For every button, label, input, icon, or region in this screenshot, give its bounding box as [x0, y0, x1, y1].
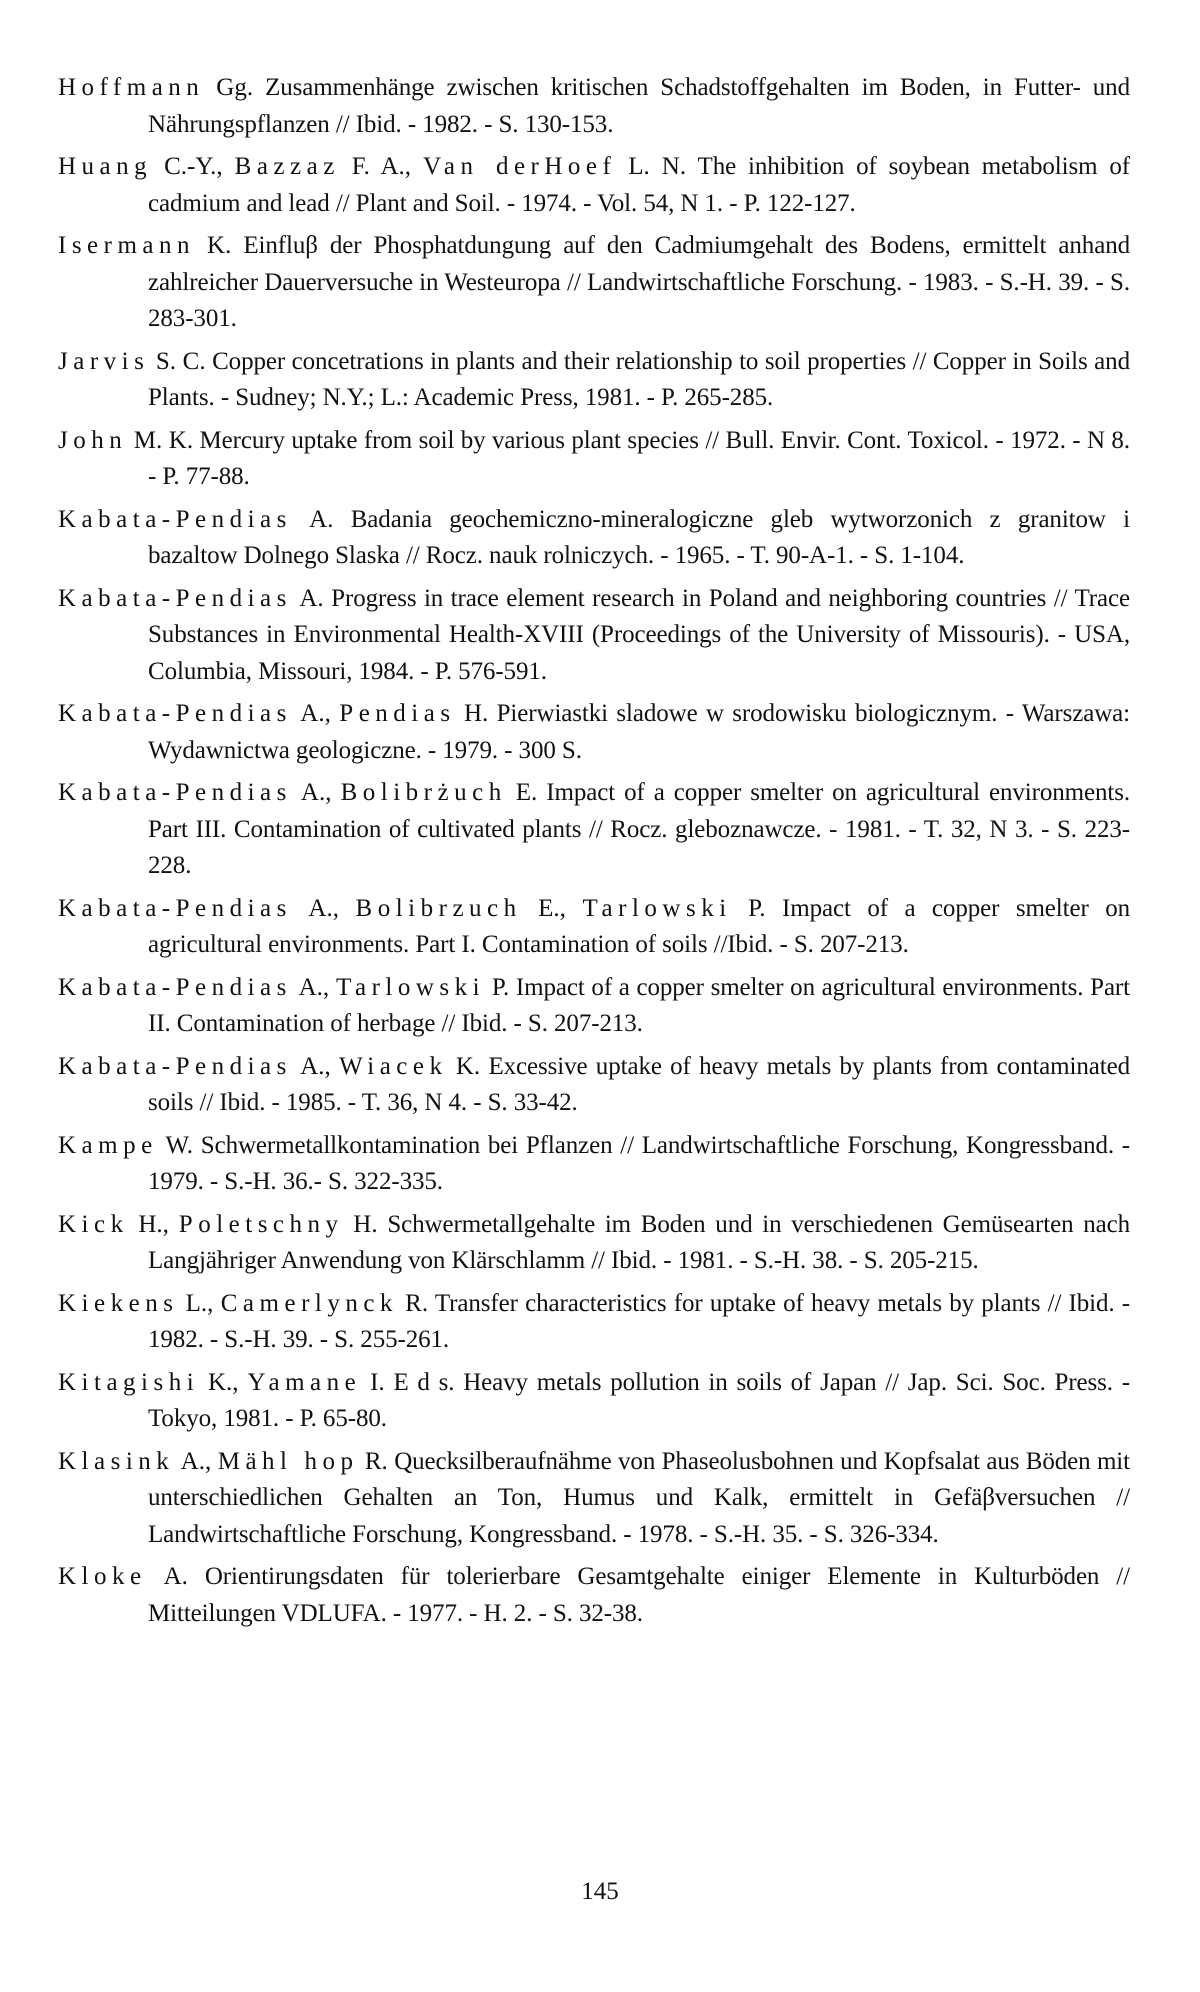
reference-entry: [58, 1286, 1130, 1359]
reference-author: Wiacek: [339, 1052, 448, 1080]
reference-author: Kloke: [58, 1563, 147, 1590]
reference-text: Impact of a copper smelter on agricultural environments. Part I. Contamination of soils //Ibid. - S. 207-213.: [148, 894, 1131, 958]
reference-text: Orientirungsdaten für tolerierbare Gesamtgehalte einiger Elemente in Kulturböden // Mitteilungen VDLUFA. - 1977. - H. 2. - S. 32-38.: [148, 1563, 1130, 1627]
reference-initials: M. K.: [133, 426, 194, 454]
reference-entry: [58, 1128, 1130, 1201]
reference-text: Schwermetallgehalte im Boden und in verschiedenen Gemüsearten nach Langjähriger Anwendung von Klärschlamm // Ibid. - 1981. - S.-H. 38. - S. 205-215.: [148, 1210, 1131, 1274]
reference-entry: [58, 344, 1130, 417]
reference-author: Huang: [58, 153, 153, 180]
reference-entry: [58, 1207, 1130, 1280]
reference-initials: R.: [405, 1289, 429, 1317]
reference-initials: A.,: [300, 1052, 340, 1080]
reference-list: [58, 70, 1130, 1638]
reference-initials: C.-Y.,: [164, 153, 235, 180]
reference-initials: A.,: [180, 1447, 218, 1475]
reference-entry: [58, 502, 1130, 575]
reference-initials: Gg.: [216, 74, 254, 101]
reference-author: Tarlowski: [335, 973, 486, 1001]
reference-author: Mähl hop: [217, 1447, 359, 1475]
reference-entry: [58, 891, 1130, 964]
reference-entry: [58, 149, 1130, 222]
reference-text: Progress in trace element research in Poland and neighboring countries // Trace Substances in Environmental Health-XVIII (Proceedings of the University of Missouris). - USA, Columbia, Missouri, 1984. - P. 576-591.: [148, 584, 1130, 685]
reference-initials: A.,: [308, 894, 356, 922]
reference-initials: H.: [353, 1210, 378, 1238]
reference-initials: H.: [463, 700, 489, 727]
reference-initials: L. N.: [628, 153, 687, 180]
reference-author: Pendias: [339, 700, 456, 727]
reference-entry: [58, 775, 1130, 885]
page-number: 145: [581, 1878, 619, 1905]
reference-text: Copper concetrations in plants and their relationship to soil properties // Copper in Soils and Plants. - Sudney; N.Y.; L.: Academic Press, 1981. - P. 265-285.: [148, 347, 1130, 411]
reference-author: Camerlynck: [220, 1289, 398, 1317]
reference-author: Bolibrzuch: [355, 894, 522, 922]
reference-author: Kabata-Pendias: [58, 894, 292, 922]
reference-author: Kiekens: [58, 1289, 179, 1317]
reference-author: Klasink: [58, 1447, 175, 1475]
reference-author: Kabata-Pendias: [58, 973, 292, 1001]
reference-text: Schwermetallkontamination bei Pflanzen // Landwirtschaftliche Forschung, Kongressband. - 1979. - S.-H. 36.- S. 322-335.: [148, 1131, 1130, 1195]
reference-entry: [58, 1444, 1130, 1554]
reference-author: Kabata-Pendias: [58, 584, 292, 612]
reference-text: Einfluβ der Phosphatdungung auf den Cadmiumgehalt des Bodens, ermittelt anhand zahlreicher Dauerversuche in Westeuropa // Landwirtschaftliche Forschung. - 1983. - S.-H. 39. - S. 283-301.: [148, 232, 1130, 332]
reference-author: Tarlowski: [582, 894, 732, 922]
reference-initials: F. A.,: [351, 153, 424, 180]
reference-author: Kitagishi: [58, 1368, 200, 1396]
reference-initials: A.,: [300, 779, 341, 806]
reference-initials: K.: [455, 1052, 481, 1080]
reference-author: Bazzaz: [234, 153, 340, 180]
reference-text: Impact of a copper smelter on agricultural environments. Part II. Contamination of herbage // Ibid. - S. 207-213.: [148, 973, 1131, 1037]
reference-initials: K.: [207, 232, 232, 259]
reference-text: E d s. Heavy metals pollution in soils of Japan // Jap. Sci. Soc. Press. - Tokyo, 1981. - P. 65-80.: [148, 1368, 1130, 1432]
reference-text: Impact of a copper smelter on agricultural environments. Part III. Contamination of cultivated plants // Rocz. gleboznawcze. - 1981. - T. 32, N 3. - S. 223-228.: [148, 779, 1131, 879]
reference-initials: A.: [163, 1563, 188, 1590]
reference-initials: P.: [491, 973, 510, 1001]
reference-author: Kabata-Pendias: [58, 1052, 292, 1080]
reference-entry: [58, 1049, 1130, 1122]
reference-text: Mercury uptake from soil by various plant species // Bull. Envir. Cont. Toxicol. - 1972. - N 8. - P. 77-88.: [148, 426, 1130, 490]
reference-initials: A.: [299, 584, 324, 612]
reference-entry: [58, 581, 1130, 691]
reference-entry: [58, 970, 1130, 1043]
reference-initials: A.,: [300, 700, 340, 727]
reference-entry: [58, 70, 1130, 143]
reference-text: Transfer characteristics for uptake of heavy metals by plants // Ibid. - 1982. - S.-H. 39. - S. 255-261.: [148, 1289, 1130, 1353]
reference-initials: P.: [748, 894, 766, 922]
reference-entry: [58, 696, 1130, 769]
reference-author: John: [58, 426, 128, 454]
reference-text: Excessive uptake of heavy metals by plants from contaminated soils // Ibid. - 1985. - T. 36, N 4. - S. 33-42.: [148, 1052, 1131, 1116]
reference-entry: [58, 423, 1130, 496]
reference-author: Yamane: [247, 1368, 362, 1396]
reference-author: Kick: [58, 1210, 129, 1238]
reference-initials: L.,: [185, 1289, 221, 1317]
reference-author: Poletschny: [178, 1210, 344, 1238]
reference-text: Quecksilberaufnähme von Phaseolusbohnen und Kopfsalat aus Böden mit unterschiedlichen Gehalten an Ton, Humus und Kalk, ermittelt in Gefäβversuchen // Landwirtschaftliche Forschung, Kongressband. - 1978. - S.-H. 35. - S. 326-334.: [148, 1447, 1130, 1548]
reference-author: Jarvis: [58, 347, 150, 375]
reference-entry: [58, 1365, 1130, 1438]
reference-initials: K.,: [207, 1368, 248, 1396]
reference-initials: S. C.: [155, 347, 206, 375]
reference-entry: [58, 1559, 1130, 1632]
reference-text: Pierwiastki sladowe w srodowisku biologicznym. - Warszawa: Wydawnictwa geologiczne. - 1979. - 300 S.: [148, 700, 1131, 764]
reference-author: Kampe: [58, 1131, 158, 1159]
reference-author: Van derHoef: [423, 153, 617, 180]
reference-initials: A.: [309, 505, 334, 533]
reference-author: Kabata-Pendias: [58, 700, 292, 727]
reference-initials: H.,: [138, 1210, 179, 1238]
reference-initials: W.: [165, 1131, 194, 1159]
reference-initials: R.: [364, 1447, 388, 1475]
reference-initials: I.: [370, 1368, 385, 1396]
reference-initials: E.,: [538, 894, 583, 922]
reference-author: Hoffmann: [58, 74, 205, 101]
reference-text: Zusammenhänge zwischen kritischen Schadstoffgehalten im Boden, in Futter- und Nährungspflanzen // Ibid. - 1982. - S. 130-153.: [148, 74, 1130, 138]
reference-initials: A.,: [298, 973, 336, 1001]
reference-text: The inhibition of soybean metabolism of cadmium and lead // Plant and Soil. - 1974. - Vol. 54, N 1. - P. 122-127.: [148, 153, 1130, 217]
reference-author: Bolibrżuch: [340, 779, 507, 806]
reference-entry: [58, 228, 1130, 338]
reference-initials: E.: [515, 779, 538, 806]
reference-author: Kabata-Pendias: [58, 779, 292, 806]
reference-text: Badania geochemiczno-mineralogiczne gleb wytworzonich z granitow i bazaltow Dolnego Slaska // Rocz. nauk rolniczych. - 1965. - T. 90-A-1. - S. 1-104.: [148, 505, 1130, 569]
reference-author: Kabata-Pendias: [58, 505, 292, 533]
reference-author: Isermann: [58, 232, 196, 259]
